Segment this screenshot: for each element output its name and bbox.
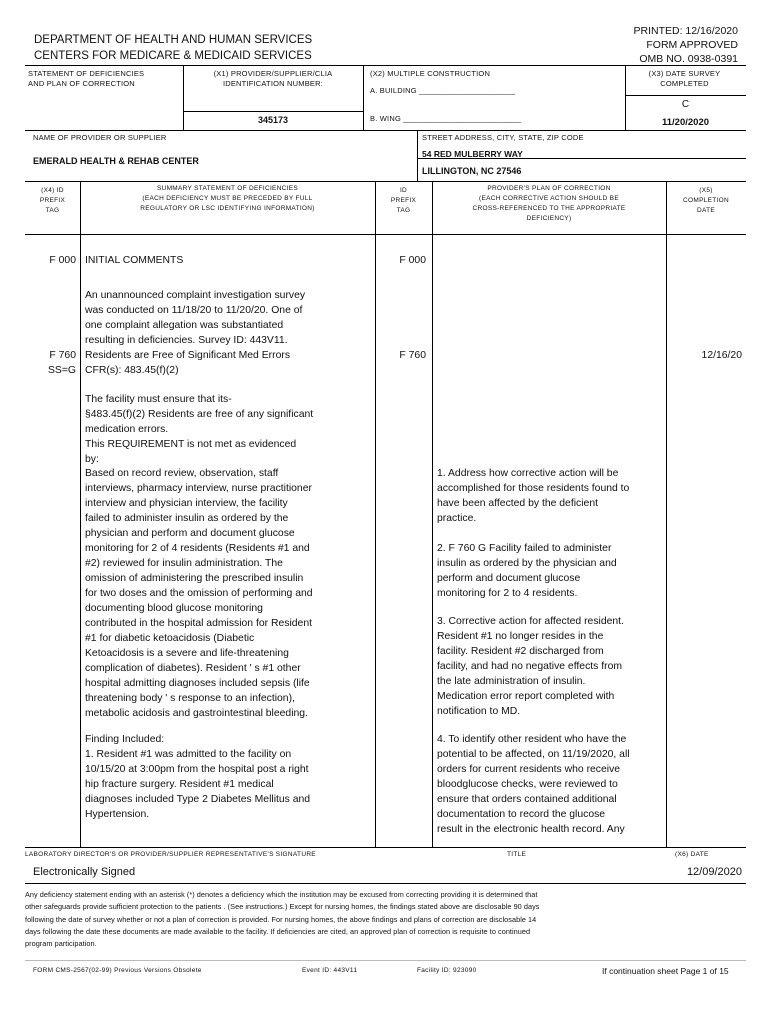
x3-label: (X3) DATE SURVEY COMPLETED	[648, 69, 721, 88]
signature-value: Electronically Signed	[33, 866, 136, 878]
address-line-2: LILLINGTON, NC 27546	[422, 166, 522, 176]
rule	[25, 130, 746, 131]
department-line-1: DEPARTMENT OF HEALTH AND HUMAN SERVICES	[34, 34, 313, 46]
form-number: FORM CMS-2567(02-99) Previous Versions Obsolete	[33, 967, 202, 974]
rule	[25, 883, 746, 884]
x3-code: C	[681, 99, 690, 110]
building-field: A. BUILDING ______________________	[370, 86, 516, 95]
form-approved: FORM APPROVED	[646, 39, 738, 51]
address-label: STREET ADDRESS, CITY, STATE, ZIP CODE	[422, 133, 584, 142]
rule	[25, 960, 746, 961]
summary-header: SUMMARY STATEMENT OF DEFICIENCIES (EACH DEFICIENCY MUST BE PRECEDED BY FULL REGULATORY OR LSC IDENTIFYING INFORMATION)	[140, 185, 315, 212]
plan-item-2: 2. F 760 G Facility failed to administer insulin as ordered by the physician and perform and document glucose monitoring for 2 to 4 residents.	[437, 543, 617, 599]
plan-item-1: 1. Address how corrective action will be accomplished for those residents found to have been affected by the deficient practice.	[437, 468, 630, 524]
tag-scope-severity: SS=G	[47, 365, 76, 376]
rule	[183, 111, 363, 112]
finding-included-text: Finding Included: 1. Resident #1 was admitted to the facility on 10/15/20 at 3:00pm from the hospital post a right hip fracture surgery. Resident #1 medical diagnoses included Type 2 Diabetes Mellitus and Hypertension.	[85, 734, 311, 820]
x1-value: 345173	[257, 115, 289, 125]
facility-id: Facility ID: 923090	[417, 967, 477, 974]
rule	[25, 234, 746, 235]
rule	[375, 181, 376, 847]
provider-name: EMERALD HEALTH & REHAB CENTER	[33, 156, 199, 166]
wing-field: B. WING ___________________________	[370, 114, 522, 123]
department-title	[34, 32, 312, 64]
rule	[417, 130, 418, 181]
signature-label: LABORATORY DIRECTOR'S OR PROVIDER/SUPPLIER REPRESENTATIVE'S SIGNATURE	[25, 851, 316, 858]
rule	[432, 181, 433, 847]
rule	[80, 181, 81, 847]
x1-label: (X1) PROVIDER/SUPPLIER/CLIA IDENTIFICATION NUMBER:	[213, 69, 333, 88]
id-tag-f760: F 760	[399, 350, 426, 361]
x5-header: (X5) COMPLETION DATE	[683, 187, 729, 214]
department-line-2: CENTERS FOR MEDICARE & MEDICAID SERVICES	[34, 50, 312, 62]
address-line-1: 54 RED MULBERRY WAY	[422, 149, 523, 159]
rule	[666, 181, 667, 847]
tag-f000: F 000	[49, 255, 76, 266]
date-label: (X6) DATE	[675, 851, 709, 858]
plan-item-4: 4. To identify other resident who have the potential to be affected, on 11/19/2020, all orders for current residents who receive bloodglucose checks, were reviewed to ensure that orders contained additional documentation to record the glucose result in the electronic health record. Any	[437, 734, 630, 835]
omb-number: OMB NO. 0938-0391	[639, 53, 738, 65]
completion-date: 12/16/20	[701, 350, 742, 361]
requirement-text: The facility must ensure that its- §483.45(f)(2) Residents are free of any significant medication errors. This REQUIREMENT is not met as evidenced by:	[85, 394, 314, 465]
deficiency-title: Residents are Free of Significant Med Errors CFR(s): 483.45(f)(2)	[85, 350, 291, 376]
title-label: TITLE	[507, 851, 527, 858]
form-approval-block	[634, 24, 738, 66]
disclaimer: Any deficiency statement ending with an asterisk (*) denotes a deficiency which the institution may be excused from correcting providing it is determined that other safeguards provide sufficient protection to the patients . (See instructions.) Except for nursing homes, the findings stated above are disclosable 90 days following the date of survey whether or not a plan of correction is provided. For nursing homes, the above findings and plans of correction are disclosable 14 days following the date these documents are made available to the facility. If deficiencies are cited, an approved plan of correction is requisite to continued program participation.	[25, 890, 540, 949]
rule	[25, 181, 746, 182]
survey-completed-date: 11/20/2020	[661, 117, 710, 128]
x2-label: (X2) MULTIPLE CONSTRUCTION	[370, 69, 491, 78]
page-indicator: If continuation sheet Page 1 of 15	[602, 966, 729, 976]
id-tag-f000: F 000	[399, 255, 426, 266]
rule	[25, 65, 746, 66]
event-id: Event ID: 443V11	[302, 967, 358, 974]
rule	[25, 847, 746, 848]
statement-label: STATEMENT OF DEFICIENCIES AND PLAN OF CORRECTION	[28, 69, 145, 88]
findings-text: Based on record review, observation, staff interviews, pharmacy interview, nurse practitioner interview and physician interview, the facility failed to administer insulin as ordered by the physician and perform and document glucose monitoring for 2 of 4 residents (Residents #1 and #2) reviewed for insulin administration. The omission of administering the prescribed insulin for two doses and the omission of performing and documenting blood glucose monitoring contributed in the hospital admission for Resident #1 for diabetic ketoacidosis (Diabetic Ketoacidosis is a severe and life-threatening complication of diabetes). Resident ' s #1 other hospital admitting diagnoses included sepsis (life threatening body ' s response to an infection), metabolic acidosis and gastrointestinal bleeding.	[85, 468, 313, 719]
rule	[363, 65, 364, 130]
printed-date: PRINTED: 12/16/2020	[633, 25, 738, 37]
x4-header: (X4) ID PREFIX TAG	[39, 187, 66, 214]
tag-f760: F 760	[49, 350, 76, 361]
initial-comments-title: INITIAL COMMENTS	[85, 255, 184, 266]
plan-item-3: 3. Corrective action for affected resident. Resident #1 no longer resides in the facility. Resident #2 discharged from facility, and had no negative effects from the late administration of insulin. Medication error report completed with notification to MD.	[437, 616, 624, 717]
signature-date: 12/09/2020	[686, 866, 742, 878]
provider-label: NAME OF PROVIDER OR SUPPLIER	[33, 133, 167, 142]
survey-intro: An unannounced complaint investigation survey was conducted on 11/18/20 to 11/20/20. One of one complaint allegation was substantiated resulting in deficiencies. Survey ID: 443V11.	[85, 290, 306, 346]
plan-header: PROVIDER'S PLAN OF CORRECTION (EACH CORRECTIVE ACTION SHOULD BE CROSS-REFERENCED TO THE APPROPRIATE DEFICIENCY)	[472, 185, 626, 222]
rule	[625, 95, 746, 96]
id-header: ID PREFIX TAG	[390, 187, 417, 214]
